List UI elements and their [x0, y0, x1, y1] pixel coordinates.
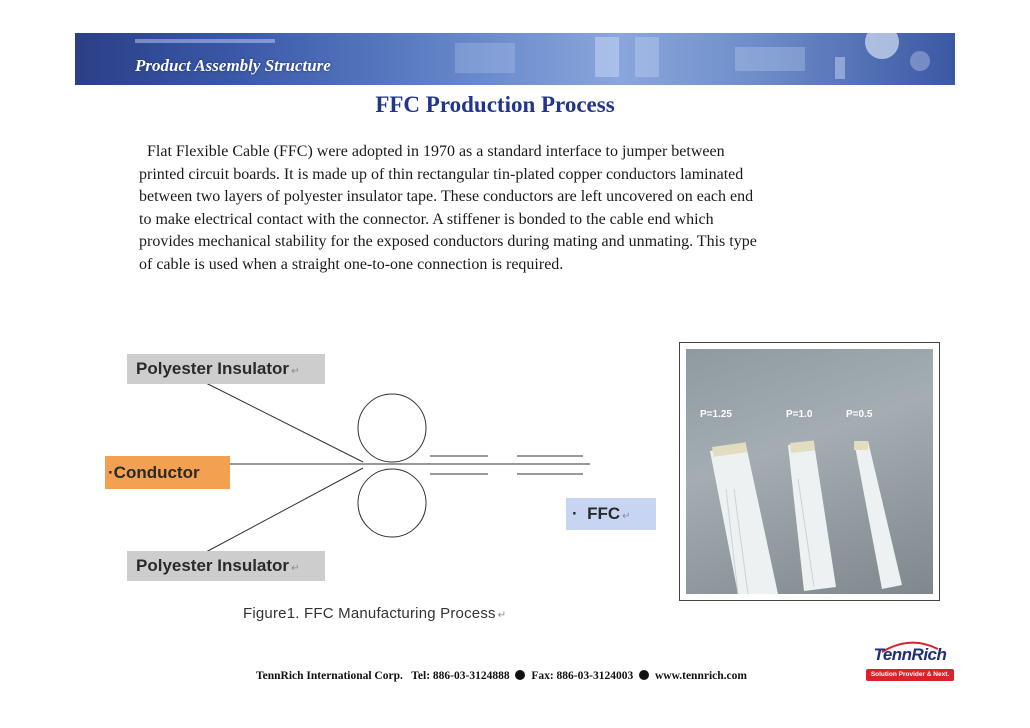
tennrich-logo — [866, 645, 956, 685]
fax-number: Fax: 886-03-3124003 — [531, 670, 634, 682]
section-label: Product Assembly Structure — [135, 56, 331, 75]
logo-tagline: Solution Provider & Next. — [866, 669, 954, 681]
return-mark: ↵ — [622, 511, 631, 522]
return-mark: ↵ — [291, 563, 300, 574]
bullet-icon — [515, 670, 525, 680]
cable-strip — [710, 445, 778, 594]
logo-name: TennRich — [873, 645, 947, 664]
bottom-roller — [358, 469, 426, 537]
conductor-label — [105, 456, 230, 489]
label-text: Polyester Insulator — [136, 359, 290, 378]
company-name: TennRich International Corp. — [256, 670, 403, 682]
caption-text: Figure1. FFC Manufacturing Process — [243, 605, 496, 622]
polyester-insulator-top-label — [127, 354, 325, 384]
pitch-label: P=1.25 — [700, 409, 732, 420]
top-insulator-line — [206, 383, 363, 462]
return-mark: ↵ — [497, 610, 507, 621]
intro-line: Flat Flexible Cable (FFC) were adopted in 1970 as a standard interface to jumper between — [139, 143, 725, 160]
intro-line: printed circuit boards. It is made up of thin rectangular tin-plated copper conductors laminated — [139, 165, 744, 183]
top-roller — [358, 394, 426, 462]
intro-line: between two layers of polyester insulator tape. These conductors are left uncovered on each end — [139, 188, 754, 205]
website: www.tennrich.com — [654, 670, 747, 682]
label-text: · FFC — [572, 504, 621, 523]
label-text: Polyester Insulator — [136, 556, 290, 575]
figure-caption — [243, 605, 506, 622]
footer-contact — [256, 670, 747, 682]
return-mark: ↵ — [291, 366, 300, 377]
label-text: ·Conductor — [108, 463, 200, 482]
bullet-icon — [639, 670, 649, 680]
page-title: FFC Production Process — [375, 92, 615, 117]
cable-strip — [854, 441, 902, 589]
ffc-sample-photo — [679, 342, 940, 601]
intro-line: provides mechanical stability for the exposed conductors during mating and unmating. This type — [139, 233, 757, 250]
polyester-insulator-bottom-label — [127, 551, 325, 581]
ffc-label — [566, 498, 656, 530]
photo-image — [686, 349, 933, 594]
intro-line: of cable is used when a straight one-to-one connection is required. — [139, 255, 564, 273]
cable-strip — [788, 443, 836, 591]
contact-stripe — [854, 441, 868, 450]
pitch-label: P=0.5 — [846, 409, 873, 420]
tel-number: Tel: 886-03-3124888 — [411, 670, 510, 682]
cable-strips-drawing — [686, 349, 933, 594]
intro-line: to make electrical contact with the connector. A stiffener is bonded to the cable end which — [139, 210, 714, 228]
pitch-label: P=1.0 — [786, 409, 813, 420]
